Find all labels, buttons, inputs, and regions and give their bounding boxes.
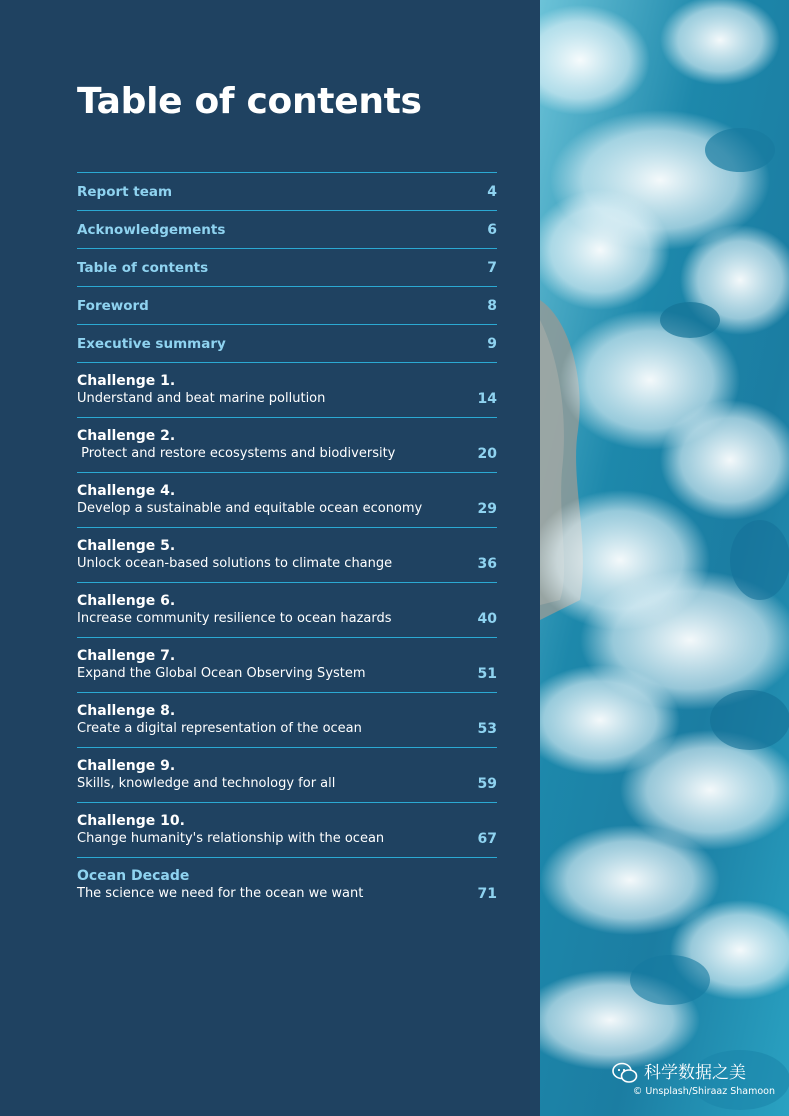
- toc-item-label[interactable]: Acknowledgements: [77, 222, 226, 238]
- toc-item-subtitle[interactable]: Unlock ocean-based solutions to climate change: [77, 556, 393, 571]
- toc-item-page: 71: [477, 886, 497, 902]
- toc-item-subtitle[interactable]: Create a digital representation of the ocean: [77, 721, 362, 736]
- toc-item-label[interactable]: Table of contents: [77, 260, 209, 276]
- toc-item-page: 40: [477, 611, 497, 627]
- page-title: Table of contents: [77, 81, 422, 122]
- toc-item-executive-summary[interactable]: [77, 324, 497, 362]
- toc-item-foreword[interactable]: [77, 286, 497, 324]
- toc-item-page: 4: [487, 184, 497, 200]
- toc-item-report-team[interactable]: [77, 172, 497, 210]
- watermark: [612, 1062, 746, 1084]
- toc-item-subtitle[interactable]: Understand and beat marine pollution: [77, 391, 326, 406]
- toc-item-page: 29: [477, 501, 497, 517]
- toc-item-page: 6: [487, 222, 497, 238]
- toc-item-heading: Challenge 9.: [77, 758, 176, 774]
- toc-item-challenge-7[interactable]: [77, 637, 497, 692]
- toc-item-page: 7: [487, 260, 497, 276]
- toc-item-challenge-4[interactable]: [77, 472, 497, 527]
- ocean-photo: [540, 0, 789, 1116]
- toc-item-label[interactable]: Executive summary: [77, 336, 226, 352]
- toc-item-subtitle[interactable]: Develop a sustainable and equitable ocean economy: [77, 501, 423, 516]
- toc-item-subtitle[interactable]: Expand the Global Ocean Observing System: [77, 666, 366, 681]
- toc-item-page: 67: [477, 831, 497, 847]
- toc-item-page: 53: [477, 721, 497, 737]
- toc-item-heading: Challenge 5.: [77, 538, 176, 554]
- watermark-text: 科学数据之美: [644, 1063, 746, 1083]
- toc-item-challenge-8[interactable]: [77, 692, 497, 747]
- toc-item-heading: Challenge 7.: [77, 648, 176, 664]
- ocean-waves-image: [540, 0, 789, 1116]
- toc-item-heading: Challenge 1.: [77, 373, 176, 389]
- photo-credit: © Unsplash/Shiraaz Shamoon: [632, 1086, 775, 1097]
- toc-item-page: 14: [477, 391, 497, 407]
- toc-item-challenge-2[interactable]: [77, 417, 497, 472]
- toc-item-ocean-decade[interactable]: [77, 857, 497, 912]
- toc-item-page: 51: [477, 666, 497, 682]
- toc-item-heading: Challenge 4.: [77, 483, 176, 499]
- toc-item-subtitle[interactable]: Protect and restore ecosystems and biodiversity: [77, 446, 396, 461]
- toc-item-challenge-6[interactable]: [77, 582, 497, 637]
- chat-bubbles-icon: [612, 1062, 638, 1084]
- toc-item-label[interactable]: Report team: [77, 184, 173, 200]
- toc-item-subtitle[interactable]: Change humanity's relationship with the ocean: [77, 831, 385, 846]
- toc-item-challenge-5[interactable]: [77, 527, 497, 582]
- toc-item-challenge-9[interactable]: [77, 747, 497, 802]
- toc-item-heading: Challenge 2.: [77, 428, 176, 444]
- toc-item-challenge-1[interactable]: [77, 362, 497, 417]
- toc-item-page: 20: [477, 446, 497, 462]
- toc-item-page: 36: [477, 556, 497, 572]
- toc-item-page: 9: [487, 336, 497, 352]
- toc-item-table-of-contents[interactable]: [77, 248, 497, 286]
- toc-item-heading: Challenge 8.: [77, 703, 176, 719]
- toc-item-label[interactable]: Foreword: [77, 298, 149, 314]
- toc-list: [77, 172, 497, 912]
- toc-item-subtitle[interactable]: The science we need for the ocean we want: [77, 886, 364, 901]
- toc-item-heading: Ocean Decade: [77, 868, 190, 884]
- toc-item-subtitle[interactable]: Increase community resilience to ocean hazards: [77, 611, 392, 626]
- toc-item-page: 59: [477, 776, 497, 792]
- toc-item-challenge-10[interactable]: [77, 802, 497, 857]
- toc-item-heading: Challenge 10.: [77, 813, 185, 829]
- toc-item-heading: Challenge 6.: [77, 593, 176, 609]
- toc-item-acknowledgements[interactable]: [77, 210, 497, 248]
- toc-item-page: 8: [487, 298, 497, 314]
- toc-item-subtitle[interactable]: Skills, knowledge and technology for all: [77, 776, 336, 791]
